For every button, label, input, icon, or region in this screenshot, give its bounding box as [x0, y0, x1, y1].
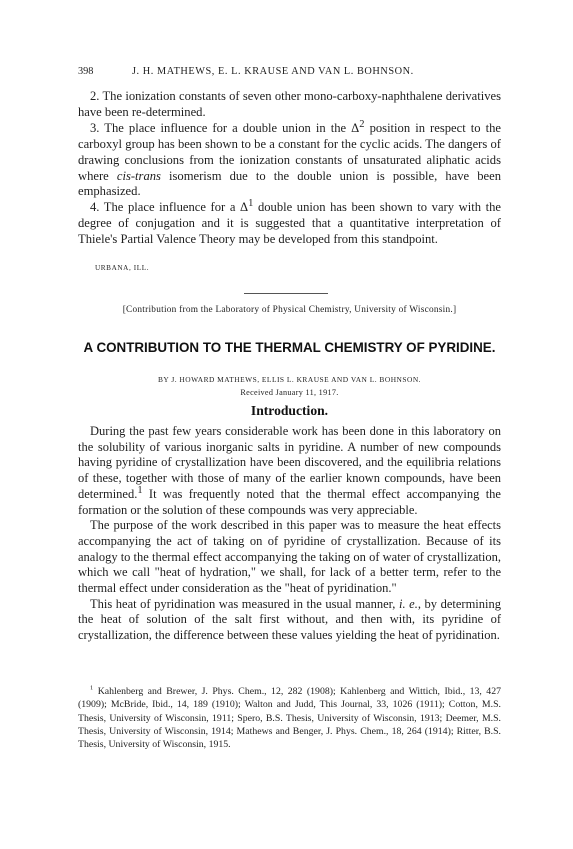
conclusion-item-3: 3. The place influence for a double union in the $\Delta^2$ position in respect to the carboxyl group has been shown to be a constant for the cyclic acids. The dangers of drawing conclusions from the ionization constants of unsaturated aliphatic acids where cis-trans isomerism due to the double union is possible, have been emphasized. [78, 118, 502, 199]
conclusions-section [78, 89, 501, 248]
intro-paragraph-1: During the past few years considerable work has been done in this laboratory on the solubility of various inorganic salts in pyridine. A number of new compounds having pyridine of crystallization have been discovered, and the equilibria relations of these, together with those of many of the earlier known compounds, have been determined.$^1$ It was frequently noted that the thermal effect accompanying the formation or the solution of these compounds was very appreciable. [78, 424, 501, 517]
introduction-body [78, 424, 501, 644]
footnote-marker: 1 [90, 684, 94, 692]
section-divider [244, 293, 328, 294]
footnote-ref[interactable]: 1 [137, 484, 143, 496]
running-head [78, 66, 498, 80]
article-byline: BY J. HOWARD MATHEWS, ELLIS L. KRAUSE AND VAN L. BOHNSON. [157, 375, 422, 384]
conclusion-item-4: 4. The place influence for a $\Delta^1$ double union has been shown to vary with the degree of conjugation and it is suggested that a quantitative interpretation of Thiele's Partial Valence Theory may be developed from this standpoint. [78, 198, 501, 247]
footnote-1 [78, 685, 501, 751]
article-title: A CONTRIBUTION TO THE THERMAL CHEMISTRY OF PYRIDINE. [83, 340, 496, 355]
place-of-origin: URBANA, ILL. [95, 264, 150, 272]
section-heading: Introduction. [250, 403, 329, 418]
intro-paragraph-2: The purpose of the work described in this paper was to measure the heat effects accompanying the act of taking on of pyridine of crystallization. Because of its analogy to the thermal effect accompanying the taking on of water of crystallization, which we call "heat of hydration," we shall, for lack of a better term, refer to the thermal effect under consideration as the "heat of pyridination." [78, 518, 501, 596]
footnote [78, 685, 501, 751]
conclusion-item-2: 2. The ionization constants of seven other mono-carboxy-naphthalene derivatives have been re-determined. [78, 89, 501, 119]
footnote-text: Kahlenberg and Brewer, J. Phys. Chem., 12, 282 (1908); Kahlenberg and Wittich, Ibid., 13, 427 (1909); McBride, Ibid., 14, 189 (1910); Walton and Judd, This Journal, 33, 1026 (1911); Cotton, M.S. Thesis, University of Wisconsin, 1911; Spero, B.S. Thesis, University of Wisconsin, 1913; Deemer, M.S. Thesis, University of Wisconsin, 1914; Mathews and Benger, J. Phys. Chem., 18, 264 (1914); Ritter, B.S. Thesis, University of Wisconsin, 1915. [78, 686, 501, 751]
running-head-authors: J. H. MATHEWS, E. L. KRAUSE AND VAN L. BOHNSON. [132, 66, 414, 77]
received-date: Received January 11, 1917. [240, 388, 339, 397]
contribution-line: [Contribution from the Laboratory of Physical Chemistry, University of Wisconsin.] [122, 305, 457, 315]
page-number: 398 [78, 66, 94, 77]
intro-paragraph-3: This heat of pyridination was measured in the usual manner, i. e., by determining the heat of solution of the salt first without, and then with, its pyridine of crystallization, the difference between these values yielding the heat of pyridination. [78, 596, 501, 643]
